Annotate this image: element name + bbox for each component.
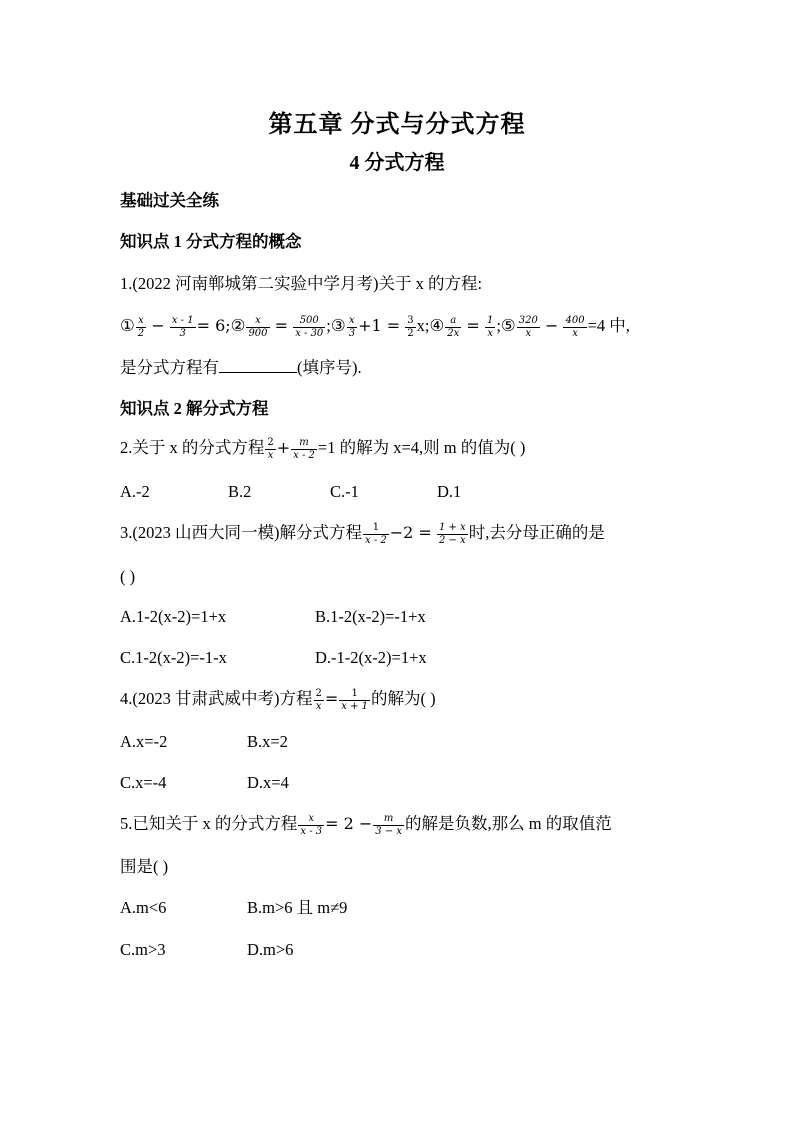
q3-option-a[interactable]: A.1-2(x-2)=1+x: [120, 607, 227, 626]
q2-option-b[interactable]: B.2: [228, 482, 252, 501]
fraction: $\frac{x}{2}$: [137, 314, 145, 339]
q1-answer-line: [120, 358, 362, 378]
q3-suffix: 时,去分母正确的是: [468, 523, 605, 542]
minus-sign: −: [151, 316, 165, 335]
q5-option-d[interactable]: D.m>6: [247, 940, 294, 959]
fraction: $\frac{m}{x - 2}$: [293, 436, 315, 461]
q5-option-a[interactable]: A.m<6: [120, 898, 167, 917]
q4-option-c[interactable]: C.x=-4: [120, 773, 167, 792]
minus-sign: −: [544, 316, 559, 335]
semicolon: ;: [496, 316, 501, 335]
fraction: $\frac{400}{x}$: [565, 314, 585, 339]
q2-prefix: 2.关于 x 的分式方程: [120, 438, 265, 457]
equals-two-minus: = 2 −: [325, 814, 373, 833]
equals-sign: =: [324, 689, 339, 708]
circled-2: ②: [230, 316, 246, 335]
chapter-title: 第五章 分式与分式方程: [268, 112, 526, 138]
fraction: $\frac{500}{x - 30}$: [295, 314, 324, 339]
q1-equations: [120, 308, 630, 344]
q4-option-d[interactable]: D.x=4: [247, 773, 289, 792]
q2-suffix: =1 的解为 x=4,则 m 的值为( ): [317, 438, 526, 457]
semicolon: ;: [326, 316, 331, 335]
q5-option-b[interactable]: B.m>6 且 m≠9: [247, 898, 348, 917]
q4-suffix: 的解为( ): [371, 689, 436, 708]
equals-sign: =: [466, 316, 480, 335]
q2-option-d[interactable]: D.1: [437, 482, 462, 501]
q4-option-a[interactable]: A.x=-2: [120, 732, 168, 751]
fraction: $\frac{x}{3}$: [348, 314, 356, 339]
q3-option-b[interactable]: B.1-2(x-2)=-1+x: [315, 607, 426, 626]
q1-answer-suffix: (填序号).: [297, 358, 362, 377]
q3-answer-paren: ( ): [120, 567, 136, 586]
q2-stem: [120, 430, 525, 466]
circled-3: ③: [330, 316, 346, 335]
knowledge-point-1-title: 知识点 1 分式方程的概念: [120, 232, 302, 251]
q2-option-a[interactable]: A.-2: [120, 482, 150, 501]
section-title: 4 分式方程: [349, 152, 445, 174]
q4-prefix: 4.(2023 甘肃武威中考)方程: [120, 689, 313, 708]
q4-option-b[interactable]: B.x=2: [247, 732, 288, 751]
circled-1: ①: [120, 316, 135, 335]
fraction: $\frac{x}{x - 3}$: [300, 812, 323, 837]
practice-title: 基础过关全练: [120, 191, 219, 210]
fraction: $\frac{m}{3 - x}$: [375, 812, 403, 837]
fraction: $\frac{2}{x}$: [315, 687, 322, 712]
fraction: $\frac{1}{x + 1}$: [341, 687, 369, 712]
q5-prefix: 5.已知关于 x 的分式方程: [120, 814, 298, 833]
equals-sign: =: [274, 316, 289, 335]
fraction: $\frac{a}{2x}$: [447, 314, 460, 339]
q5-stem-line2: 围是( ): [120, 857, 169, 876]
q4-stem: [120, 681, 436, 717]
answer-blank[interactable]: [219, 358, 297, 373]
knowledge-point-2-title: 知识点 2 解分式方程: [120, 399, 269, 418]
fraction: $\frac{1}{x}$: [486, 314, 494, 339]
plus-sign: +: [276, 438, 291, 457]
q1-answer-prefix: 是分式方程有: [120, 358, 219, 377]
fraction: $\frac{x}{900}$: [248, 314, 268, 339]
fraction: $\frac{x - 1}{3}$: [171, 314, 194, 339]
q1-stem: 1.(2022 河南郸城第二实验中学月考)关于 x 的方程:: [120, 274, 483, 293]
fraction: $\frac{2}{x}$: [267, 436, 274, 461]
equals-four-tail: =4 中,: [587, 316, 630, 335]
x-semicolon: x;: [416, 316, 430, 335]
q5-option-c[interactable]: C.m>3: [120, 940, 166, 959]
fraction: $\frac{3}{2}$: [407, 314, 414, 339]
q2-option-c[interactable]: C.-1: [330, 482, 359, 501]
minus-two-equals: −2 =: [389, 523, 432, 542]
fraction: $\frac{1}{x - 2}$: [365, 521, 387, 546]
q5-stem: [120, 806, 612, 842]
q3-option-c[interactable]: C.1-2(x-2)=-1-x: [120, 648, 227, 667]
plus-one-equals: +1 =: [358, 316, 401, 335]
fraction: $\frac{320}{x}$: [518, 314, 538, 339]
q3-option-d[interactable]: D.-1-2(x-2)=1+x: [315, 648, 427, 667]
q3-stem: [120, 515, 605, 551]
q3-prefix: 3.(2023 山西大同一模)解分式方程: [120, 523, 362, 542]
equals-six: = 6;: [196, 316, 231, 335]
circled-5: ⑤: [500, 316, 516, 335]
fraction: $\frac{1 + x}{2 - x}$: [438, 521, 466, 546]
circled-4: ④: [429, 316, 445, 335]
q5-suffix: 的解是负数,那么 m 的取值范: [405, 814, 612, 833]
